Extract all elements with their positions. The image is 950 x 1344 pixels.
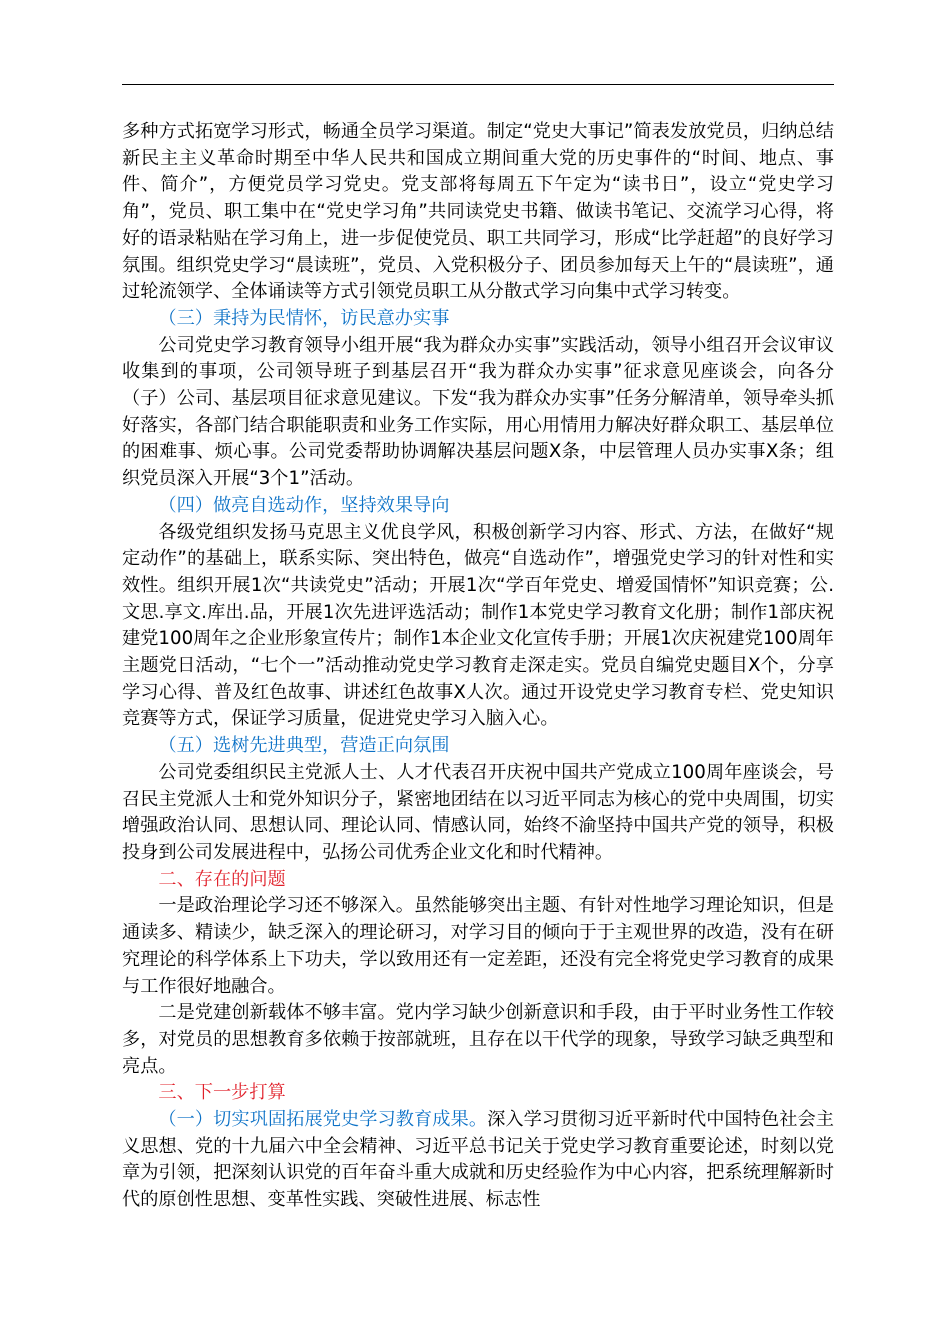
next-step-1-lead: （一）切实巩固拓展党史学习教育成果。 <box>158 1109 488 1131</box>
paragraph-problem-1: 一是政治理论学习还不够深入。虽然能够突出主题、有针对性地学习理论知识，但是通读多、精读少，缺乏深入的理论研习，对学习目的倾向于于主观世界的改造，没有在研究理论的科学体系上下功夫，学以致用还有一定差距，还没有完全将党史学习教育的成果与工作很好地融合。 <box>122 895 834 997</box>
heading-section-4: （四）做亮自选动作，坚持效果导向 <box>158 494 450 516</box>
next-step-1-body: 深入学习贯彻习近平新时代中国特色社会主义思想、党的十九届六中全会精神、习近平总书记关于党史学习教育重要论述，时刻以党章为引领，把深刻认识党的百年奋斗重大成就和历史经验作为中心内容，把系统理解新时代的原创性思想、变革性实践、突破性进展、标志性 <box>122 1109 834 1211</box>
paragraph-next-step-1 <box>122 1107 834 1214</box>
paragraph-study-forms: 多种方式拓宽学习形式，畅通全员学习渠道。制定“党史大事记”简表发放党员，归纳总结新民主主义革命时期至中华人民共和国成立期间重大党的历史事件的“时间、地点、事件、简介”，方便党员学习党史。党支部将每周五下午定为“读书日”，设立“党史学习角”，党员、职工集中在“党史学习角”共同读党史书籍、做读书笔记、交流学习心得，将好的语录粘贴在学习角上，进一步促使党员、职工共同学习，形成“比学赶超”的良好学习氛围。组织党史学习“晨读班”，党员、入党积极分子、团员参加每天上午的“晨读班”，通过轮流领学、全体诵读等方式引领党员职工从分散式学习向集中式学习转变。 <box>122 121 834 303</box>
paragraph-problem-2: 二是党建创新载体不够丰富。党内学习缺少创新意识和手段，由于平时业务性工作较多，对党员的思想教育多依赖于按部就班，且存在以干代学的现象，导致学习缺乏典型和亮点。 <box>122 1002 834 1077</box>
heading-next-steps: 三、下一步打算 <box>158 1082 286 1104</box>
heading-existing-problems: 二、存在的问题 <box>158 868 286 890</box>
paragraph-advanced-models: 公司党委组织民主党派人士、人才代表召开庆祝中国共产党成立100周年座谈会，号召民主党派人士和党外知识分子，紧密地团结在以习近平同志为核心的党中央周围，切实增强政治认同、思想认同、理论认同、情感认同，始终不渝坚持中国共产党的领导，积极投身到公司发展进程中，弘扬公司优秀企业文化和时代精神。 <box>122 761 834 863</box>
heading-section-5: （五）选树先进典型，营造正向氛围 <box>158 735 450 757</box>
paragraph-practical-matters: 公司党史学习教育领导小组开展“我为群众办实事”实践活动，领导小组召开会议审议收集到的事项，公司领导班子到基层召开“我为群众办实事”征求意见座谈会，向各分（子）公司、基层项目征求意见建议。下发“我为群众办实事”任务分解清单，领导牵头抓好落实，各部门结合职能职责和业务工作实际，用心用情用力解决好群众职工、基层单位的困难事、烦心事。公司党委帮助协调解决基层问题X条，中层管理人员办实事X条；组织党员深入开展“3个1”活动。 <box>122 334 834 490</box>
document-body <box>122 119 834 1214</box>
heading-section-3: （三）秉持为民情怀，访民意办实事 <box>158 307 450 329</box>
header-rule <box>122 84 834 85</box>
paragraph-optional-actions: 各级党组织发扬马克思主义优良学风，积极创新学习内容、形式、方法，在做好“规定动作”的基础上，联系实际、突出特色，做亮“自选动作”，增强党史学习的针对性和实效性。组织开展1次“共读党史”活动；开展1次“学百年党史、增爱国情怀”知识竞赛；公.文思.享文.库出.品，开展1次先进评选活动；制作1本党史学习教育文化册；制作1部庆祝建党100周年之企业形象宣传片；制作1本企业文化宣传手册；开展1次庆祝建党100周年主题党日活动，“七个一”活动推动党史学习教育走深走实。党员自编党史题目X个，分享学习心得、普及红色故事、讲述红色故事X人次。通过开设党史学习教育专栏、党史知识竞赛等方式，保证学习质量，促进党史学习入脑入心。 <box>122 521 834 730</box>
